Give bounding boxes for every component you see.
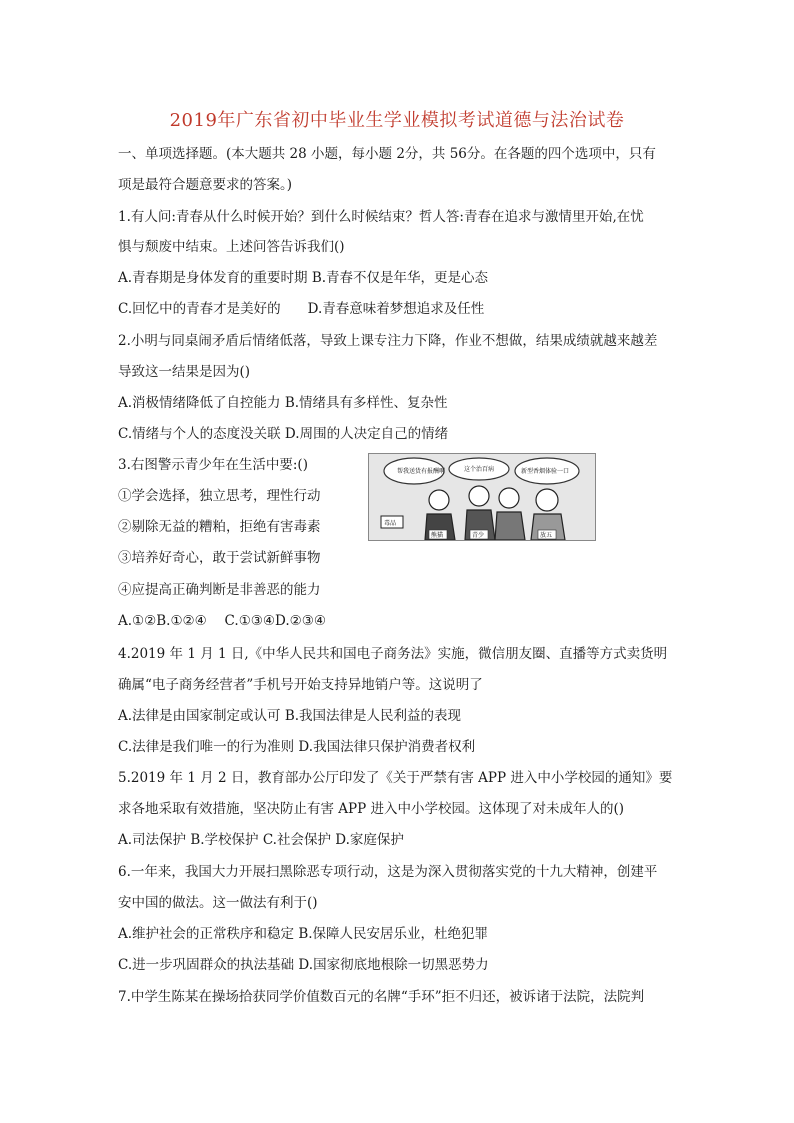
question-5-options: A.司法保护 B.学校保护 C.社会保护 D.家庭保护 bbox=[118, 832, 404, 848]
question-5-stem-line-2: 求各地采取有效措施，坚决防止有害 APP 进入中小学校园。这体现了对未成年人的() bbox=[118, 801, 625, 817]
question-3-statement-2: ②剔除无益的糟粕，拒绝有害毒素 bbox=[118, 519, 321, 535]
cartoon-illustration bbox=[368, 453, 596, 541]
question-2-options-line-1: A.消极情绪降低了自控能力 B.情绪具有多样性、复杂性 bbox=[118, 395, 448, 411]
name-tag-1-text: 熊猫 bbox=[431, 532, 444, 539]
question-2-stem-line-2: 导致这一结果是因为() bbox=[118, 364, 251, 380]
question-1-options-line-1: A.青春期是身体发育的重要时期 B.青春不仅是年华，更是心态 bbox=[118, 270, 489, 286]
speech-bubble-2-text: 这个治百病 bbox=[464, 466, 495, 473]
speech-bubble-3-text: 新型香烟体验一口 bbox=[521, 468, 570, 475]
question-5-stem-line-1: 5.2019 年 1 月 2 日，教育部办公厅印发了《关于严禁有害 APP 进入中小学校园的通知》要 bbox=[118, 770, 673, 786]
question-3-options: A.①②B.①②④ C.①③④D.②③④ bbox=[118, 613, 326, 629]
question-4-stem-line-2: 确属“电子商务经营者”手机号开始支持异地销户等。这说明了 bbox=[118, 677, 483, 693]
speech-bubble-1-text: 帮我送货有报酬啊 bbox=[397, 468, 446, 475]
name-tag-3-text: 放五 bbox=[540, 532, 553, 539]
question-2-stem-line-1: 2.小明与同桌闹矛盾后情绪低落，导致上课专注力下降，作业不想做，结果成绩就越来越差 bbox=[118, 333, 658, 349]
question-1-options-line-2: C.回忆中的青春才是美好的 D.青春意味着梦想追求及任性 bbox=[118, 301, 485, 317]
question-7-stem-line-1: 7.中学生陈某在操场拾获同学价值数百元的名牌“手环”拒不归还，被诉诸于法院，法院判 bbox=[118, 989, 645, 1005]
page-title: 2019年广东省初中毕业生学业模拟考试道德与法治试卷 bbox=[169, 110, 625, 131]
question-4-options-line-2: C.法律是我们唯一的行为准则 D.我国法律只保护消费者权利 bbox=[118, 739, 476, 755]
question-4-options-line-1: A.法律是由国家制定或认可 B.我国法律是人民利益的表现 bbox=[118, 708, 462, 724]
cartoon-svg bbox=[369, 454, 595, 540]
question-3-statement-3: ③培养好奇心，敢于尝试新鲜事物 bbox=[118, 550, 321, 566]
packet-label: 毒品 bbox=[384, 520, 397, 527]
question-6-options-line-2: C.进一步巩固群众的执法基础 D.国家彻底地根除一切黑恶势力 bbox=[118, 957, 489, 973]
question-6-stem-line-2: 安中国的做法。这一做法有利于() bbox=[118, 895, 318, 911]
question-2-options-line-2: C.情绪与个人的态度没关联 D.周围的人决定自己的情绪 bbox=[118, 426, 449, 442]
question-1-stem-line-1: 1.有人问:青春从什么时候开始？到什么时候结束？哲人答:青春在追求与激情里开始,在忧 bbox=[118, 209, 644, 225]
question-4-stem-line-1: 4.2019 年 1 月 1 日,《中华人民共和国电子商务法》实施，微信朋友圈、直播等方式卖货明 bbox=[118, 646, 668, 662]
section-heading-line-1: 一、单项选择题。(本大题共 28 小题，每小题 2分，共 56分。在各题的四个选项中，只有 bbox=[118, 146, 656, 162]
name-tag-2-text: 青少 bbox=[472, 532, 485, 539]
question-3-stem: 3.右图警示青少年在生活中要:() bbox=[118, 457, 308, 473]
question-1-stem-line-2: 惧与颓废中结束。上述问答告诉我们() bbox=[118, 239, 345, 255]
question-6-options-line-1: A.维护社会的正常秩序和稳定 B.保障人民安居乐业，杜绝犯罪 bbox=[118, 926, 489, 942]
question-3-statement-1: ①学会选择，独立思考，理性行动 bbox=[118, 488, 321, 504]
question-6-stem-line-1: 6.一年来，我国大力开展扫黑除恶专项行动，这是为深入贯彻落实党的十九大精神，创建平 bbox=[118, 864, 658, 880]
question-3-statement-4: ④应提高正确判断是非善恶的能力 bbox=[118, 582, 321, 598]
section-heading-line-2: 项是最符合题意要求的答案。) bbox=[118, 177, 293, 193]
